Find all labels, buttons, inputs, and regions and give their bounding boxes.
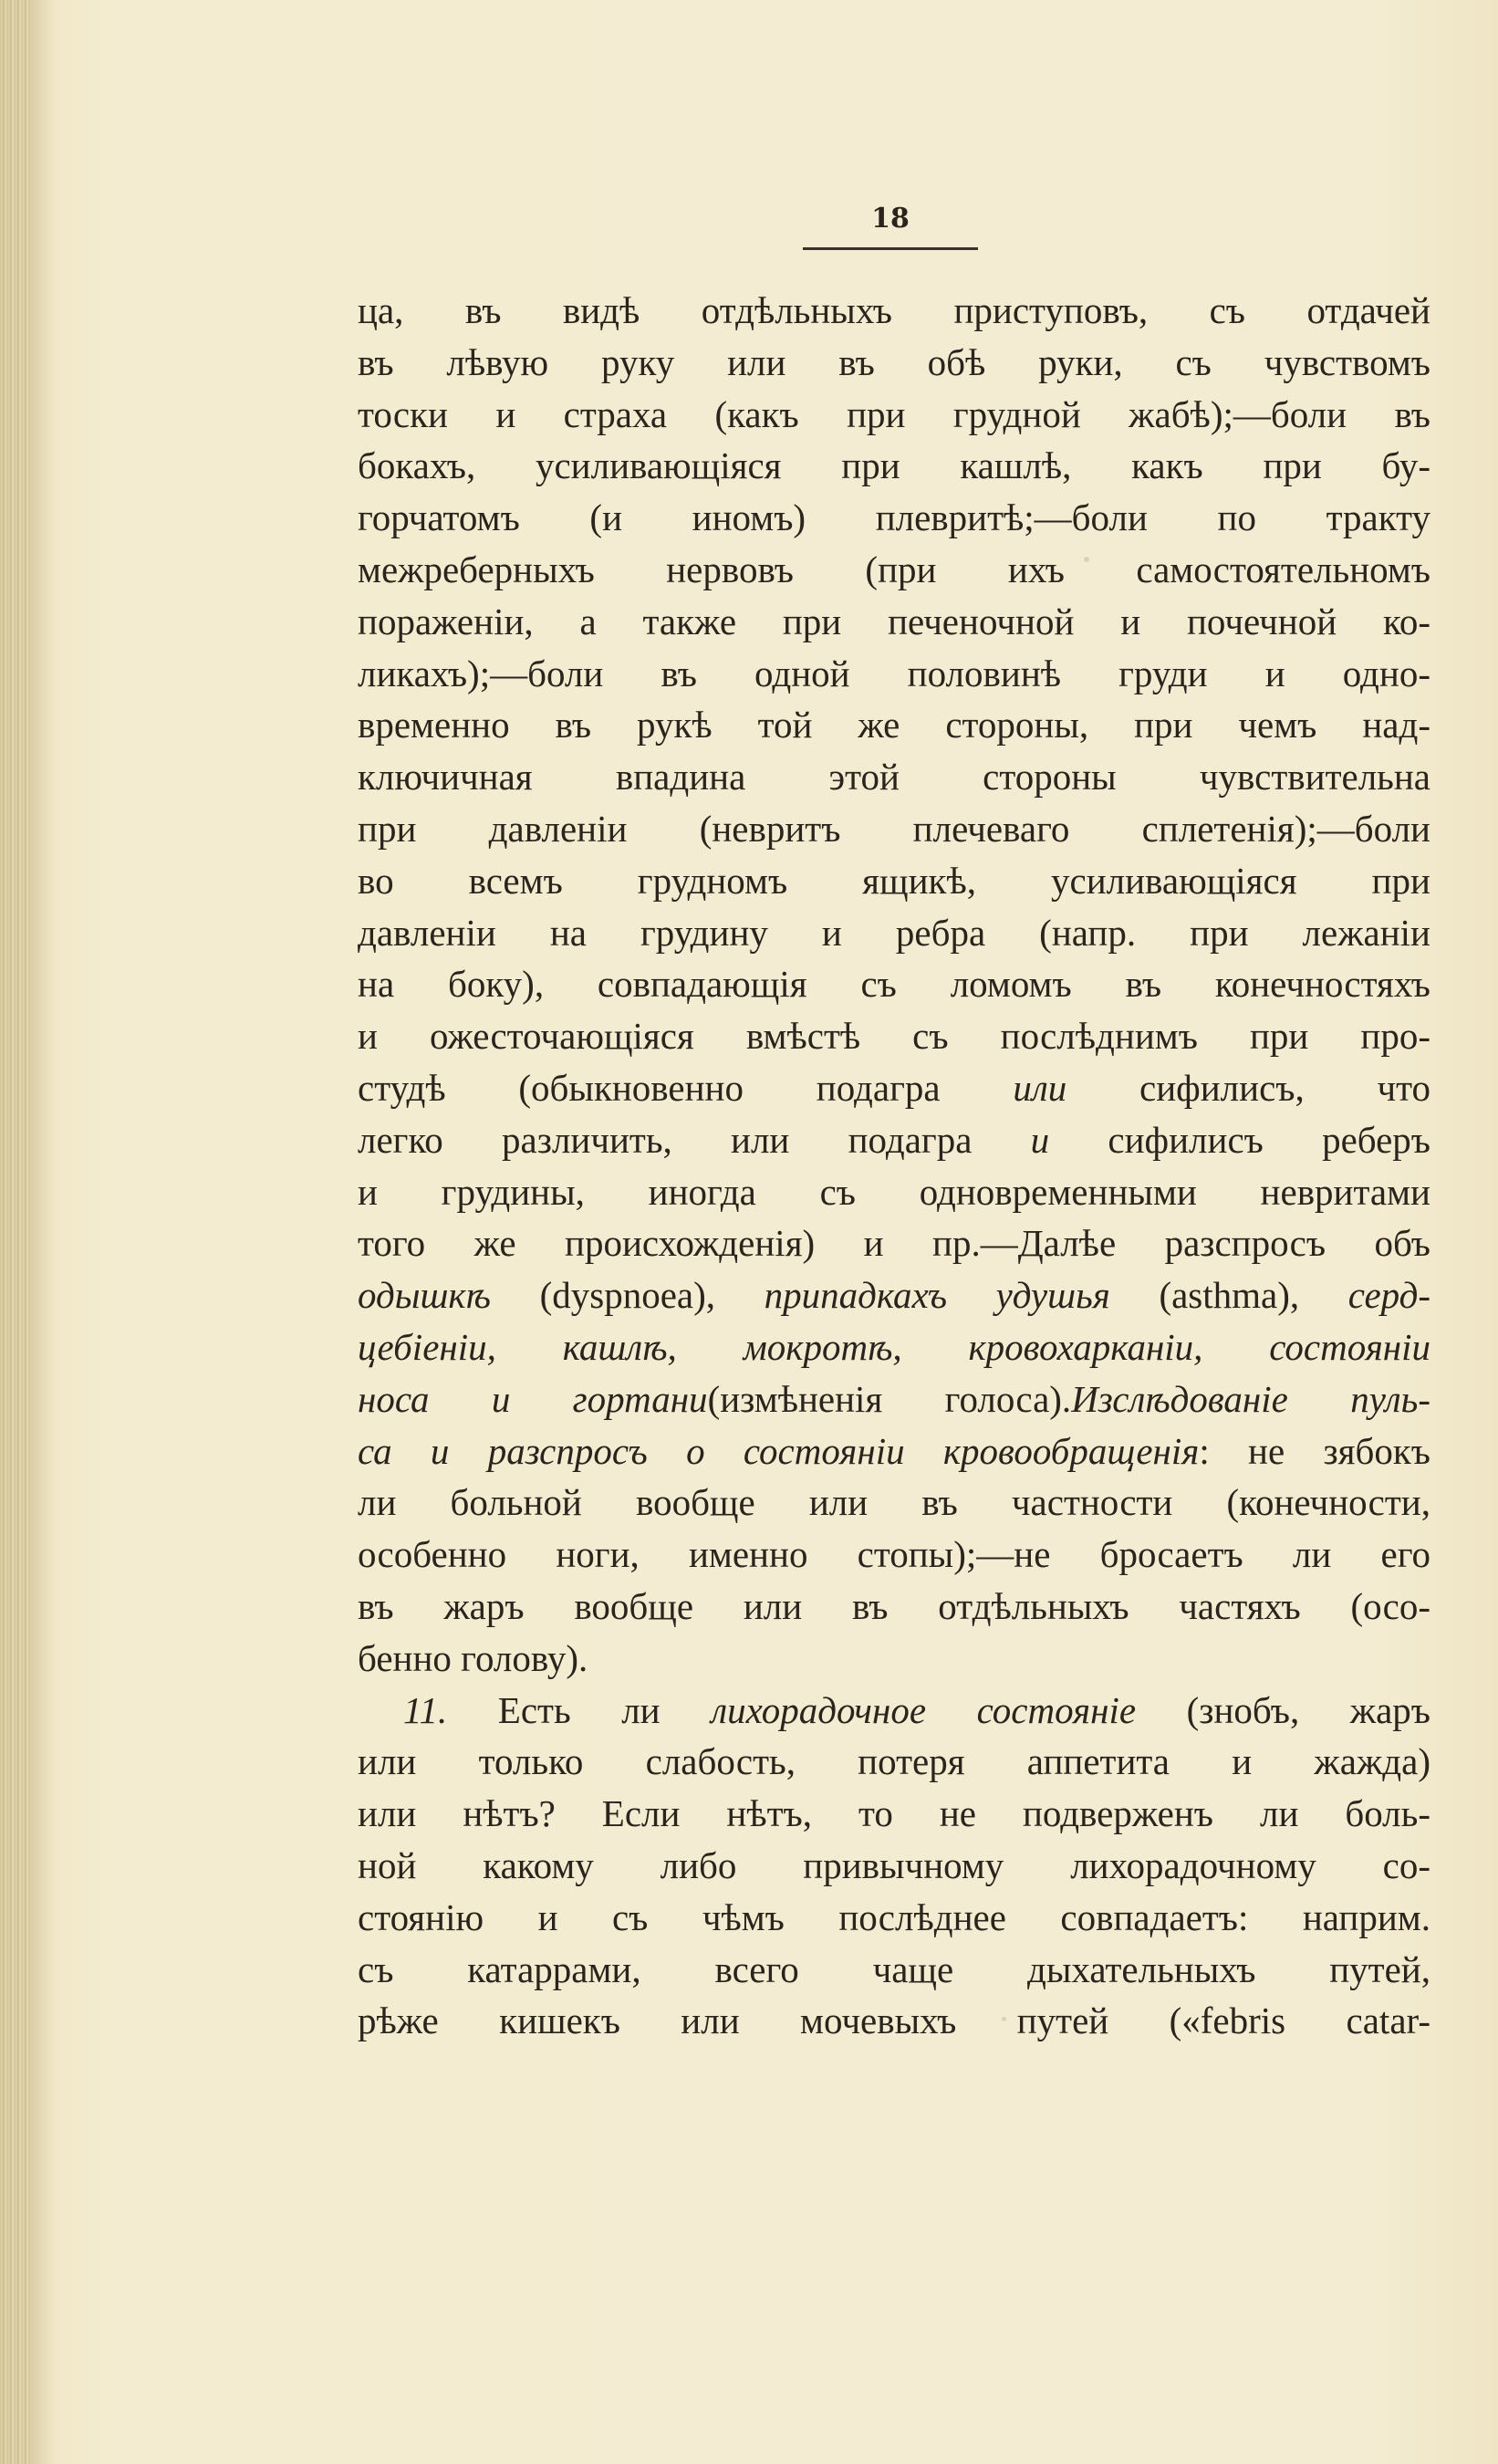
text-segment: ликахъ);—боли въ одной половинѣ груди и одно- xyxy=(358,652,1430,694)
text-segment: временно въ рукѣ той же стороны, при чемъ над- xyxy=(358,704,1430,747)
text-segment: ца, въ видѣ отдѣльныхъ приступовъ, съ отдачей xyxy=(358,289,1430,331)
italic-text: и xyxy=(1030,1118,1050,1161)
italic-text: лихорадочное состояніе xyxy=(711,1688,1137,1731)
text-segment: во всемъ грудномъ ящикѣ, усиливающіяся при xyxy=(358,859,1430,902)
italic-text: са и разспросъ о состояніи кровообращенія xyxy=(358,1429,1200,1472)
text-segment: межреберныхъ нервовъ (при ихъ самостоятельномъ xyxy=(358,548,1430,590)
text-segment: того же происхожденія) и пр.—Далѣе разспросъ объ xyxy=(358,1222,1430,1265)
text-line xyxy=(358,1217,1430,1269)
text-line xyxy=(358,389,1430,441)
text-segment: (знобъ, жаръ xyxy=(1136,1688,1430,1731)
text-segment: или только слабость, потеря аппетита и жажда) xyxy=(358,1740,1430,1783)
text-segment: давленіи на грудину и ребра (напр. при лежаніи xyxy=(358,911,1430,954)
text-segment: при давленіи (невритъ плечеваго сплетенія);—боли xyxy=(358,807,1430,850)
italic-text: серд- xyxy=(1347,1274,1430,1317)
text-segment: студѣ (обыкновенно подагра xyxy=(358,1066,1014,1109)
text-segment: и грудины, иногда съ одновременными невритами xyxy=(358,1170,1430,1213)
text-segment: легко различить, или подагра xyxy=(358,1118,1031,1161)
text-line xyxy=(358,440,1430,492)
text-line xyxy=(358,1269,1430,1321)
text-line xyxy=(358,337,1430,389)
text-segment: сифилисъ, что xyxy=(1066,1066,1430,1109)
text-line xyxy=(358,1685,1430,1737)
text-line xyxy=(358,1010,1430,1062)
text-line xyxy=(358,1062,1430,1114)
text-line xyxy=(358,285,1430,337)
text-segment: горчатомъ (и иномъ) плевритѣ;—боли по тракту xyxy=(358,496,1430,539)
italic-text: припадкахъ удушья xyxy=(764,1274,1110,1317)
page-number: 18 xyxy=(871,203,910,235)
text-line xyxy=(358,596,1430,648)
italic-text: цебіеніи, кашлѣ, мокротѣ, кровохарканіи, состояніи xyxy=(358,1325,1430,1368)
text-segment: Есть ли xyxy=(447,1688,712,1731)
ink-spot xyxy=(1084,557,1089,562)
text-line xyxy=(358,699,1430,751)
text-segment: пораженіи, а также при печеночной и почечной ко- xyxy=(358,600,1430,642)
page-body-text xyxy=(358,285,1430,2047)
text-line xyxy=(358,1944,1430,1996)
text-line xyxy=(358,544,1430,596)
text-segment: (dyspnoea), xyxy=(490,1274,765,1317)
text-line xyxy=(358,1633,1430,1685)
text-line xyxy=(358,1114,1430,1166)
text-line xyxy=(358,1373,1430,1425)
text-line xyxy=(358,1581,1430,1633)
text-line xyxy=(358,492,1430,544)
italic-text: одышкѣ xyxy=(358,1274,491,1317)
text-line xyxy=(358,648,1430,700)
text-line xyxy=(358,958,1430,1010)
italic-text: Изслѣдованіе пуль- xyxy=(1071,1377,1430,1420)
text-segment: или нѣтъ? Если нѣтъ, то не подверженъ ли боль- xyxy=(358,1792,1430,1835)
italic-text: или xyxy=(1013,1066,1067,1109)
text-line xyxy=(358,1892,1430,1944)
page-gutter xyxy=(0,0,31,2464)
text-segment: бокахъ, усиливающіяся при кашлѣ, какъ при бу- xyxy=(358,444,1430,487)
text-segment: тоски и страха (какъ при грудной жабѣ);—боли въ xyxy=(358,392,1430,435)
text-line xyxy=(358,751,1430,803)
text-segment: сифилисъ реберъ xyxy=(1049,1118,1430,1161)
text-segment: : не зябокъ xyxy=(1199,1429,1430,1472)
text-line xyxy=(358,1425,1430,1477)
text-segment: и ожесточающіяся вмѣстѣ съ послѣднимъ при про- xyxy=(358,1015,1430,1058)
text-line xyxy=(358,1477,1430,1529)
text-segment: ли больной вообще или въ частности (конечности, xyxy=(358,1481,1430,1524)
text-segment: особенно ноги, именно стопы);—не бросаетъ ли его xyxy=(358,1533,1430,1576)
text-line xyxy=(358,1788,1430,1840)
text-line xyxy=(358,907,1430,959)
text-segment: (измѣненія голоса). xyxy=(707,1377,1072,1420)
text-segment: ключичная впадина этой стороны чувствительна xyxy=(358,756,1430,799)
text-segment: рѣже кишекъ или мочевыхъ путей («febris catar- xyxy=(358,1999,1430,2042)
italic-text: 11. xyxy=(403,1688,448,1731)
text-segment: стоянію и съ чѣмъ послѣднее совпадаетъ: наприм. xyxy=(358,1895,1430,1938)
text-segment: съ катаррами, всего чаще дыхательныхъ путей, xyxy=(358,1947,1430,1990)
text-line xyxy=(358,855,1430,907)
page-number-rule xyxy=(803,247,978,250)
text-line xyxy=(358,1995,1430,2047)
text-segment: въ лѣвую руку или въ обѣ руки, съ чувствомъ xyxy=(358,340,1430,383)
text-segment: въ жаръ вообще или въ отдѣльныхъ частяхъ (осо- xyxy=(358,1584,1430,1627)
text-line xyxy=(358,1166,1430,1218)
text-line xyxy=(358,1321,1430,1373)
text-line xyxy=(358,1736,1430,1788)
text-line xyxy=(358,1840,1430,1892)
gutter-shadow xyxy=(31,0,55,2464)
text-line xyxy=(358,803,1430,855)
text-segment: бенно голову). xyxy=(358,1636,588,1679)
text-line xyxy=(358,1529,1430,1581)
italic-text: носа и гортани xyxy=(358,1377,708,1420)
text-segment: (asthma), xyxy=(1109,1274,1348,1317)
ink-spot xyxy=(1002,2017,1006,2021)
text-segment: на боку), совпадающія съ ломомъ въ конечностяхъ xyxy=(358,963,1430,1006)
text-segment: ной какому либо привычному лихорадочному со- xyxy=(358,1843,1430,1886)
